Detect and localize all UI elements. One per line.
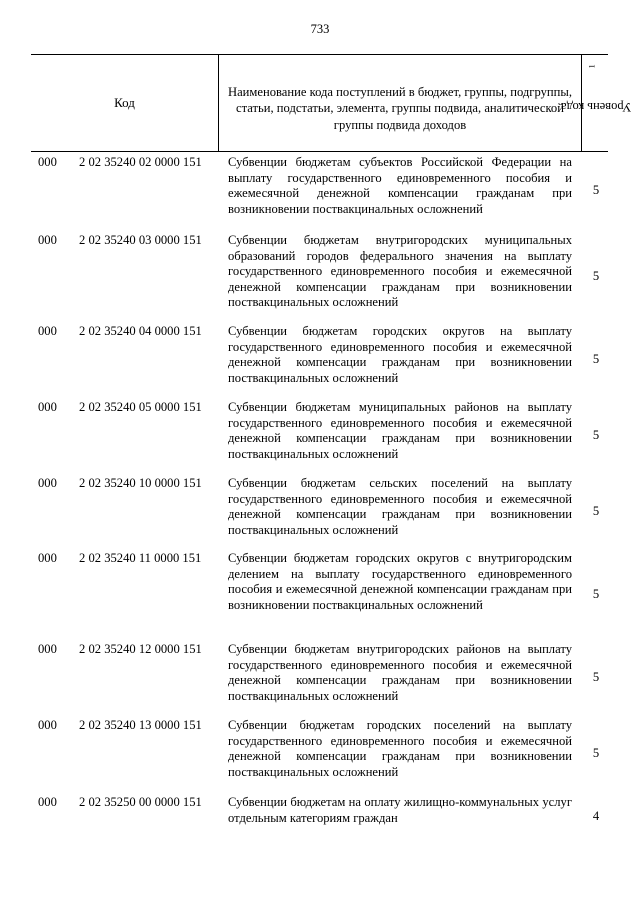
row-name: Субвенции бюджетам сельских поселений на выплату государственного единовременного пособия и ежемесячной денежной компенсации гражданам при возникновении поствакцинальных осложнений <box>228 476 572 537</box>
header-code: Код <box>31 55 219 151</box>
row-code: 2 02 35250 00 0000 151 <box>79 795 202 809</box>
row-level: 5 <box>592 504 600 518</box>
row-code: 2 02 35240 05 0000 151 <box>79 400 202 414</box>
row-name: Субвенции бюджетам муниципальных районов на выплату государственного единовременного пособия и ежемесячной денежной компенсации гражданам при возникновении поствакцинальных осложнений <box>228 400 572 461</box>
row-prefix: 000 <box>38 476 57 490</box>
row-code: 2 02 35240 03 0000 151 <box>79 233 202 247</box>
header-level <box>560 55 632 151</box>
row-code: 2 02 35240 02 0000 151 <box>79 155 202 169</box>
row-prefix: 000 <box>38 718 57 732</box>
row-level: 5 <box>592 269 600 283</box>
header-level-text <box>560 64 632 142</box>
row-name: Субвенции бюджетам внутригородских районов на выплату государственного единовременного пособия и ежемесячной денежной компенсации гражданам при возникновении поствакцинальных осложнений <box>228 642 572 703</box>
row-code: 2 02 35240 12 0000 151 <box>79 642 202 656</box>
row-prefix: 000 <box>38 400 57 414</box>
row-level: 5 <box>592 183 600 197</box>
row-code: 2 02 35240 04 0000 151 <box>79 324 202 338</box>
header-level-label: Уровень кода <box>560 100 632 115</box>
row-name: Субвенции бюджетам субъектов Российской Федерации на выплату государственного единовременного пособия и ежемесячной денежной компенсации гражданам при возникновении поствакцинальных осложнений <box>228 155 572 216</box>
header-name-text: Наименование кода поступлений в бюджет, группы, подгруппы, статьи, подстатьи, элемента, группы подвида, аналитической группы подвида доходов <box>228 84 572 132</box>
row-prefix: 000 <box>38 551 57 565</box>
row-name: Субвенции бюджетам внутригородских муниципальных образований городов федерального значения на выплату государственного единовременного пособия и ежемесячной денежной компенсации гражданам при возникновении поствакцинальных осложнений <box>228 233 572 310</box>
row-code: 2 02 35240 11 0000 151 <box>79 551 202 565</box>
header-level-footnote: 1 <box>587 64 597 69</box>
row-level: 5 <box>592 670 600 684</box>
row-level: 5 <box>592 746 600 760</box>
row-level: 5 <box>592 428 600 442</box>
row-prefix: 000 <box>38 795 57 809</box>
row-level: 4 <box>592 809 600 823</box>
row-name: Субвенции бюджетам на оплату жилищно-коммунальных услуг отдельным категориям граждан <box>228 795 572 825</box>
table-header <box>31 54 632 152</box>
row-code: 2 02 35240 10 0000 151 <box>79 476 202 490</box>
row-name: Субвенции бюджетам городских поселений на выплату государственного единовременного пособия и ежемесячной денежной компенсации гражданам при возникновении поствакцинальных осложнений <box>228 718 572 779</box>
page-number: 733 <box>310 22 330 36</box>
row-prefix: 000 <box>38 642 57 656</box>
row-level: 5 <box>592 352 600 366</box>
row-name: Субвенции бюджетам городских округов с внутригородским делением на выплату государственного единовременного пособия и ежемесячной денежной компенсации гражданам при возникновении поствакцинальных осложнений <box>228 551 572 612</box>
header-name <box>219 55 582 151</box>
row-code: 2 02 35240 13 0000 151 <box>79 718 202 732</box>
row-name: Субвенции бюджетам городских округов на выплату государственного единовременного пособия и ежемесячной денежной компенсации гражданам при возникновении поствакцинальных осложнений <box>228 324 572 385</box>
row-prefix: 000 <box>38 324 57 338</box>
row-prefix: 000 <box>38 155 57 169</box>
row-prefix: 000 <box>38 233 57 247</box>
row-level: 5 <box>592 587 600 601</box>
